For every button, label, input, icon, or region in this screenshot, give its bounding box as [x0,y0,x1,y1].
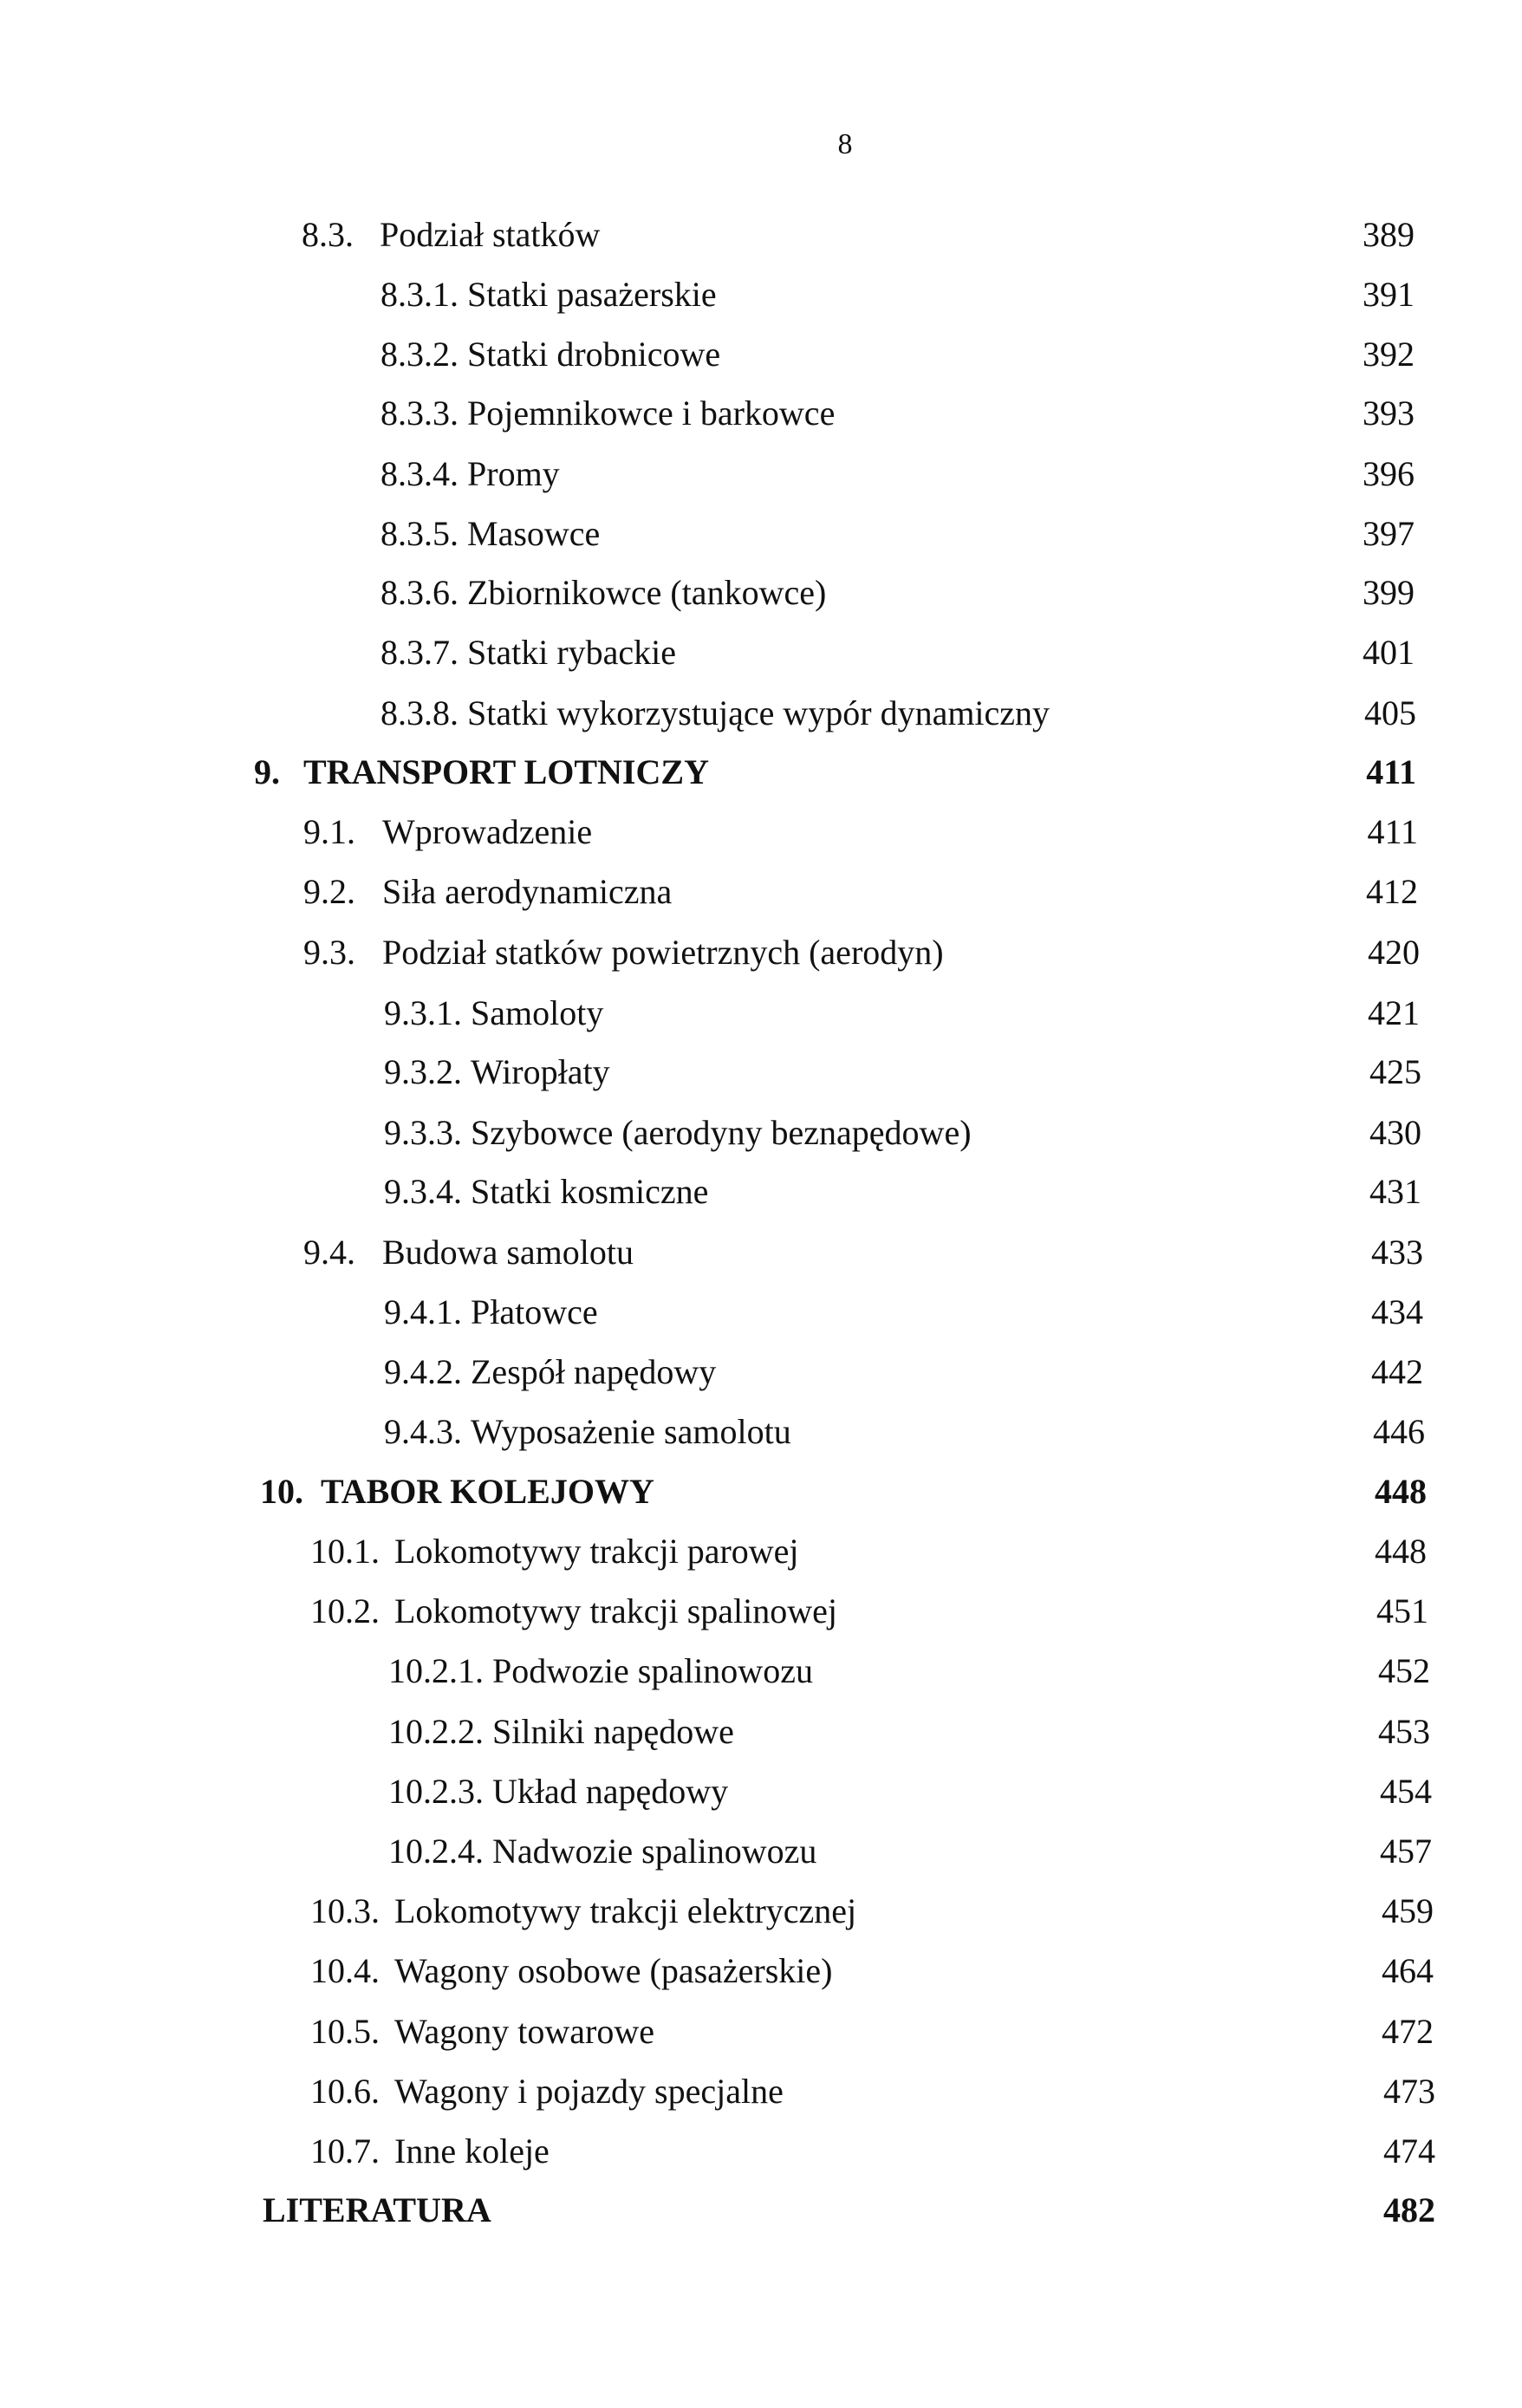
entry-title: Statki pasażerskie [467,275,717,314]
entry-page-number: 434 [1371,1292,1423,1331]
entry-title: Szybowce (aerodyny beznapędowe) [471,1113,972,1152]
subsection-entry [0,569,1415,617]
entry-page-number: 442 [1371,1352,1423,1391]
subsection-entry [0,1408,1425,1456]
entry-page-number: 446 [1373,1412,1425,1451]
entry-number: 8.3.4. [380,454,459,493]
entry-number: 9.3.2. [384,1052,462,1091]
section-entry [0,2127,1435,2176]
entry-number: 9.3.4. [384,1172,462,1211]
entry-title: TABOR KOLEJOWY [321,1472,654,1511]
entry-number: 9.3. [303,933,355,972]
entry-title: Statki rybackie [467,633,677,672]
entry-page-number: 420 [1368,933,1420,972]
entry-title: Zbiornikowce (tankowce) [467,573,827,612]
entry-page-number: 454 [1380,1772,1432,1811]
entry-title: Pojemnikowce i barkowce [467,394,836,433]
entry-number: 8.3.6. [380,573,459,612]
entry-number: 9. [254,752,280,791]
entry-number: 10.2.1. [388,1651,484,1690]
section-entry [0,928,1420,977]
entry-page-number: 421 [1368,993,1420,1032]
entry-title: Budowa samolotu [382,1233,634,1272]
entry-title: Lokomotywy trakcji spalinowej [394,1591,838,1630]
entry-title: Lokomotywy trakcji elektrycznej [394,1891,857,1930]
entry-number: 9.2. [303,872,355,911]
subsection-entry [0,1288,1423,1337]
entry-page-number: 396 [1363,454,1415,493]
entry-number: 10.4. [310,1951,380,1990]
section-entry [0,211,1415,259]
entry-title: Wyposażenie samolotu [471,1412,791,1451]
entry-page-number: 459 [1382,1891,1434,1930]
entry-title: Inne koleje [394,2131,550,2170]
section-entry [0,1228,1423,1277]
entry-title: Samoloty [471,993,604,1032]
entry-number: 10. [260,1472,303,1511]
entry-title: Lokomotywy trakcji parowej [394,1532,799,1571]
entry-title: Podział statków powietrznych (aerodyn) [382,933,944,972]
entry-title: Statki wykorzystujące wypór dynamiczny [467,693,1050,732]
entry-page-number: 457 [1380,1832,1432,1871]
entry-page-number: 412 [1366,872,1418,911]
entry-page-number: 448 [1375,1472,1427,1511]
entry-number: 8.3.7. [380,633,459,672]
entry-page-number: 397 [1363,514,1415,553]
entry-number: 10.2.4. [388,1832,484,1871]
entry-page-number: 389 [1363,215,1415,254]
entry-number: 9.1. [303,812,355,851]
entry-number: 8.3. [302,215,354,254]
section-entry [0,1947,1434,1995]
entry-page-number: 425 [1369,1052,1421,1091]
entry-title: Silniki napędowe [492,1712,734,1751]
entry-title: Wagony osobowe (pasażerskie) [394,1951,833,1990]
entry-number: 9.4.3. [384,1412,462,1451]
entry-number: 10.6. [310,2072,380,2111]
subsection-entry [0,989,1420,1038]
chapter-entry [0,748,1416,797]
entry-page-number: 405 [1364,693,1416,732]
entry-page-number: 411 [1366,752,1416,791]
entry-title: Układ napędowy [492,1772,729,1811]
entry-title: Promy [467,454,560,493]
section-entry [0,1527,1427,1576]
subsection-entry [0,270,1415,319]
entry-number: 8.3.2. [380,335,459,374]
section-entry [0,1887,1434,1936]
entry-title: Wagony i pojazdy specjalne [394,2072,784,2111]
entry-title: TRANSPORT LOTNICZY [303,752,709,791]
entry-number: 8.3.1. [380,275,459,314]
subsection-entry [0,1348,1423,1396]
subsection-entry [0,689,1416,738]
entry-number: 8.3.8. [380,693,459,732]
subsection-entry [0,389,1415,438]
entry-title: LITERATURA [263,2190,491,2229]
entry-page-number: 472 [1382,2012,1434,2051]
entry-page-number: 391 [1363,275,1415,314]
entry-title: Zespół napędowy [471,1352,717,1391]
entry-page-number: 451 [1376,1591,1428,1630]
entry-number: 10.5. [310,2012,380,2051]
entry-page-number: 393 [1363,394,1415,433]
entry-page-number: 464 [1382,1951,1434,1990]
chapter-entry [0,2186,1435,2235]
entry-number: 10.2.2. [388,1712,484,1751]
entry-page-number: 448 [1375,1532,1427,1571]
entry-title: Wagony towarowe [394,2012,655,2051]
entry-number: 9.4. [303,1233,355,1272]
subsection-entry [0,1827,1432,1876]
page-number: 8 [837,128,853,160]
entry-page-number: 399 [1363,573,1415,612]
subsection-entry [0,1708,1430,1756]
entry-title: Statki kosmiczne [471,1172,709,1211]
subsection-entry [0,450,1415,498]
entry-title: Wprowadzenie [382,812,593,851]
entry-number: 9.3.3. [384,1113,462,1152]
chapter-entry [0,1468,1427,1516]
section-entry [0,2008,1434,2056]
entry-page-number: 482 [1383,2190,1435,2229]
subsection-entry [0,510,1415,558]
entry-title: Siła aerodynamiczna [382,872,673,911]
entry-page-number: 431 [1369,1172,1421,1211]
entry-number: 9.3.1. [384,993,462,1032]
subsection-entry [0,628,1415,677]
entry-page-number: 473 [1383,2072,1435,2111]
entry-title: Masowce [467,514,601,553]
entry-number: 9.4.1. [384,1292,462,1331]
entry-number: 9.4.2. [384,1352,462,1391]
entry-number: 10.7. [310,2131,380,2170]
section-entry [0,808,1418,856]
subsection-entry [0,1647,1430,1695]
subsection-entry [0,1109,1421,1157]
entry-page-number: 392 [1363,335,1415,374]
entry-page-number: 411 [1367,812,1418,851]
entry-title: Wiropłaty [471,1052,610,1091]
entry-title: Podział statków [380,215,601,254]
section-entry [0,868,1418,916]
entry-title: Nadwozie spalinowozu [492,1832,817,1871]
entry-number: 10.3. [310,1891,380,1930]
entry-number: 10.1. [310,1532,380,1571]
entry-page-number: 401 [1363,633,1415,672]
entry-title: Statki drobnicowe [467,335,721,374]
entry-number: 10.2.3. [388,1772,484,1811]
entry-title: Podwozie spalinowozu [492,1651,813,1690]
section-entry [0,2067,1435,2116]
entry-page-number: 453 [1378,1712,1430,1751]
subsection-entry [0,330,1415,379]
entry-number: 8.3.5. [380,514,459,553]
entry-page-number: 433 [1371,1233,1423,1272]
entry-page-number: 430 [1369,1113,1421,1152]
entry-page-number: 452 [1378,1651,1430,1690]
subsection-entry [0,1168,1421,1216]
section-entry [0,1587,1428,1636]
entry-number: 10.2. [310,1591,380,1630]
entry-page-number: 474 [1383,2131,1435,2170]
subsection-entry [0,1048,1421,1097]
entry-number: 8.3.3. [380,394,459,433]
subsection-entry [0,1767,1432,1816]
entry-title: Płatowce [471,1292,598,1331]
